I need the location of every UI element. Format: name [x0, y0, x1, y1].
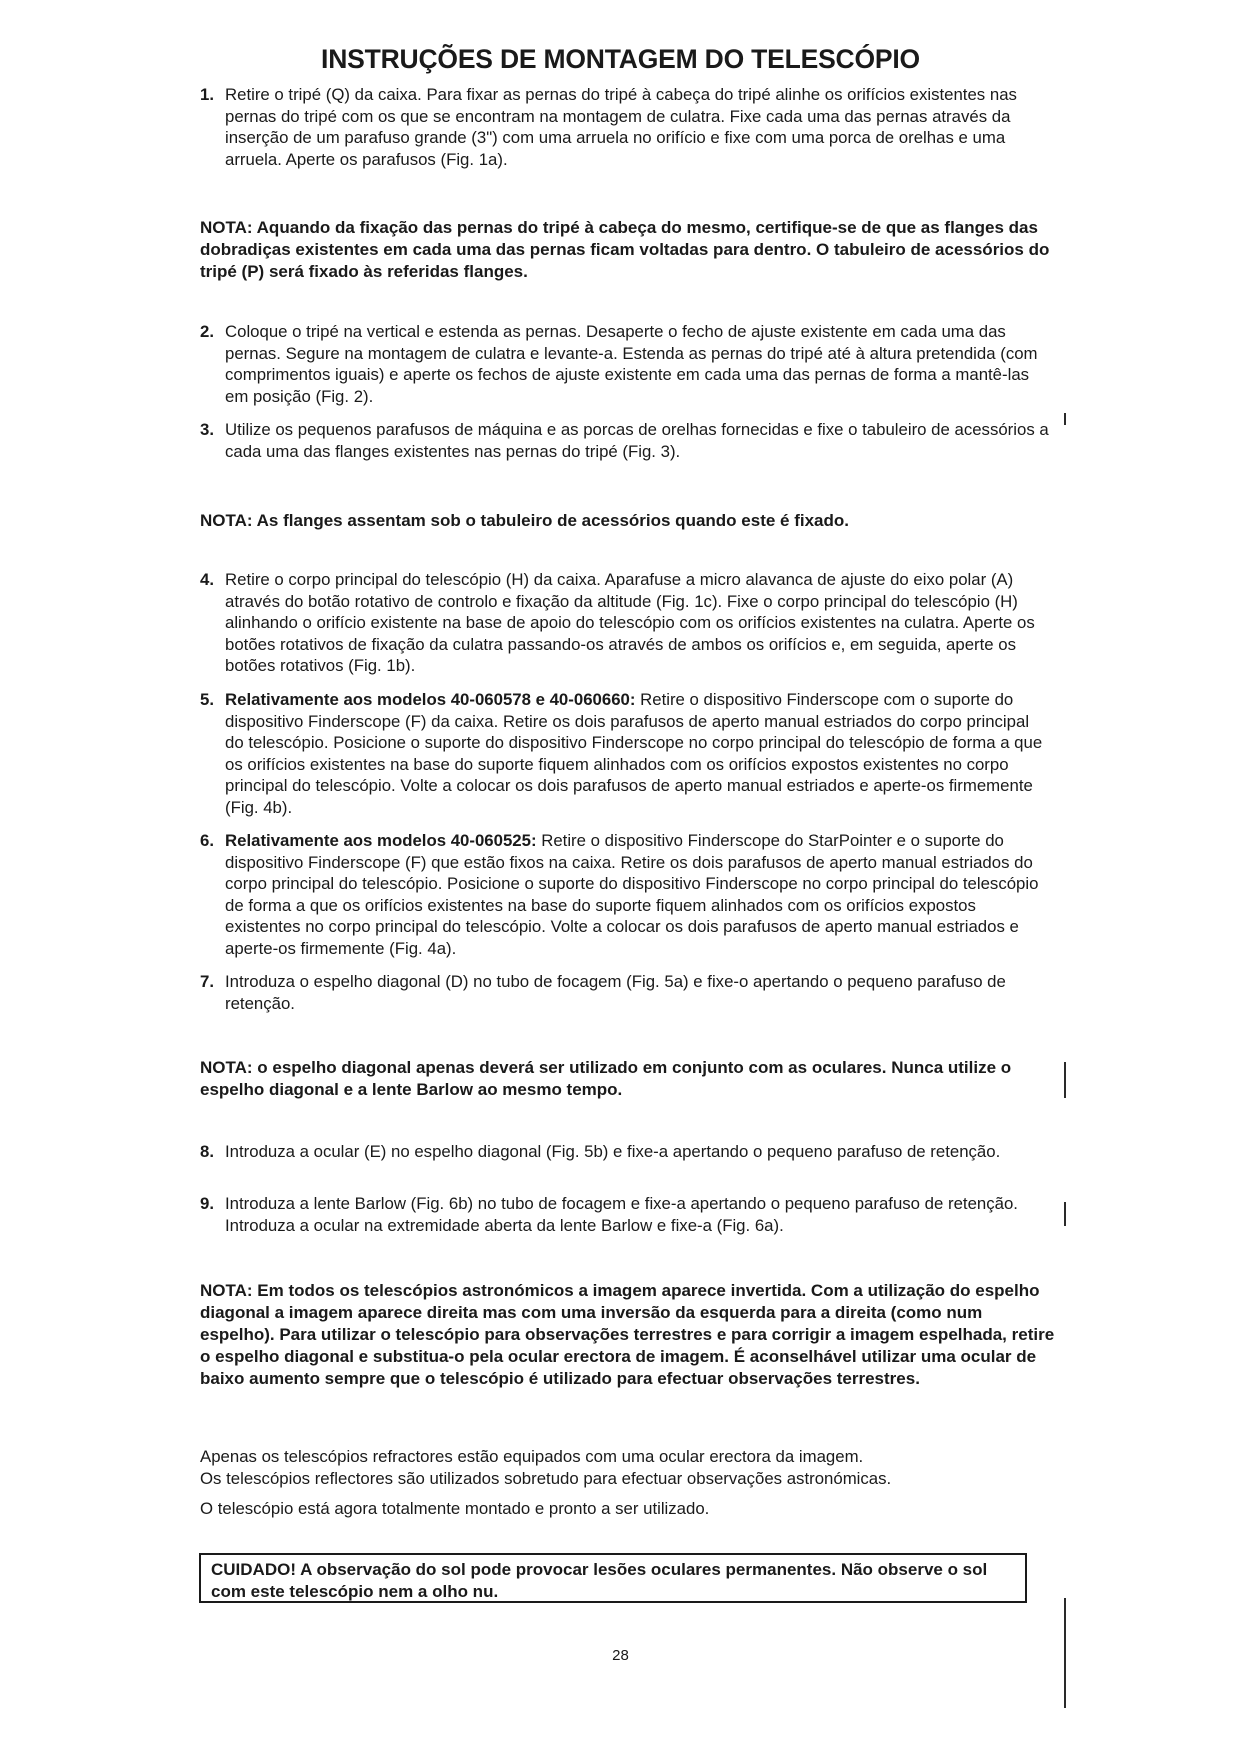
- scan-mark: [1064, 1598, 1066, 1708]
- step-7: [200, 971, 1050, 1014]
- step-number: 3.: [200, 420, 214, 439]
- warning-box: CUIDADO! A observação do sol pode provocar lesões oculares permanentes. Não observe o sol com este telescópio nem a olho nu.: [199, 1553, 1027, 1603]
- scan-mark: [1064, 413, 1066, 425]
- step-number: 8.: [200, 1142, 214, 1161]
- step-6: [200, 830, 1050, 960]
- step-lead: Relativamente aos modelos 40-060525:: [225, 831, 537, 850]
- step-lead: Relativamente aos modelos 40-060578 e 40-060660:: [225, 690, 636, 709]
- step-text: Introduza a lente Barlow (Fig. 6b) no tubo de focagem e fixe-a apertando o pequeno parafuso de retenção. Introduza a ocular na extremidade aberta da lente Barlow e fixe-a (Fig. 6a).: [225, 1194, 1018, 1235]
- step-number: 1.: [200, 85, 214, 104]
- step-text: Introduza a ocular (E) no espelho diagonal (Fig. 5b) e fixe-a apertando o pequeno parafuso de retenção.: [225, 1142, 1001, 1161]
- scan-mark: [1064, 1202, 1066, 1226]
- step-number: 4.: [200, 570, 214, 589]
- paragraph-reflectors: Os telescópios reflectores são utilizados sobretudo para efectuar observações astronómicas.: [200, 1469, 892, 1488]
- step-4: [200, 569, 1050, 677]
- step-number: 2.: [200, 322, 214, 341]
- step-3: [200, 419, 1050, 462]
- note-flanges-tray: NOTA: As flanges assentam sob o tabuleiro de acessórios quando este é fixado.: [200, 511, 849, 530]
- note-tripod-flanges: NOTA: Aquando da fixação das pernas do tripé à cabeça do mesmo, certifique-se de que as flanges das dobradiças existentes em cada uma das pernas ficam voltadas para dentro. O tabuleiro de acessórios do tripé (P) será fixado às referidas flanges.: [200, 218, 1050, 281]
- step-text: Introduza o espelho diagonal (D) no tubo de focagem (Fig. 5a) e fixe-o apertando o pequeno parafuso de retenção.: [225, 972, 1006, 1013]
- step-9: [200, 1193, 1050, 1236]
- step-2: [200, 321, 1050, 407]
- step-text: Retire o dispositivo Finderscope do StarPointer e o suporte do dispositivo Finderscope (F) que estão fixos na caixa. Retire os dois parafusos de aperto manual estriados do corpo principal do telescópio. Posicione o suporte do dispositivo Finderscope no corpo principal do telescópio de forma a que os orifícios existentes na base do suporte fiquem alinhados com os orifícios expostos existentes no corpo principal do telescópio. Volte a colocar os dois parafusos de aperto manual estriados e aperte-os firmemente (Fig. 4a).: [225, 831, 1039, 958]
- note-inverted-image: NOTA: Em todos os telescópios astronómicos a imagem aparece invertida. Com a utilização do espelho diagonal a imagem aparece direita mas com uma inversão da esquerda para a direita (como num espelho). Para utilizar o telescópio para observações terrestres e para corrigir a imagem espelhada, retire o espelho diagonal e substitua-o pela ocular erectora de imagem. É aconselhável utilizar uma ocular de baixo aumento sempre que o telescópio é utilizado para efectuar observações terrestres.: [200, 1281, 1055, 1388]
- note-diagonal-mirror: NOTA: o espelho diagonal apenas deverá ser utilizado em conjunto com as oculares. Nunca utilize o espelho diagonal e a lente Barlow ao mesmo tempo.: [200, 1058, 1012, 1099]
- step-number: 7.: [200, 972, 214, 991]
- step-text: Utilize os pequenos parafusos de máquina e as porcas de orelhas fornecidas e fixe o tabuleiro de acessórios a cada uma das flanges existentes nas pernas do tripé (Fig. 3).: [225, 420, 1049, 461]
- paragraph-assembled: O telescópio está agora totalmente montado e pronto a ser utilizado.: [200, 1499, 710, 1518]
- step-number: 6.: [200, 831, 214, 850]
- step-number: 9.: [200, 1194, 214, 1213]
- step-text: Retire o tripé (Q) da caixa. Para fixar as pernas do tripé à cabeça do tripé alinhe os orifícios existentes nas pernas do tripé com os que se encontram na montagem de culatra. Fixe cada uma das pernas através da inserção de um parafuso grande (3") com uma arruela no orifício e fixe com uma porca de orelhas e uma arruela. Aperte os parafusos (Fig. 1a).: [225, 85, 1017, 169]
- step-number: 5.: [200, 690, 214, 709]
- paragraph-refractors: Apenas os telescópios refractores estão equipados com uma ocular erectora da imagem.: [200, 1447, 864, 1466]
- step-8: [200, 1141, 1050, 1163]
- page-number: 28: [612, 1647, 629, 1664]
- page-title: INSTRUÇÕES DE MONTAGEM DO TELESCÓPIO: [321, 44, 920, 74]
- step-text: Retire o corpo principal do telescópio (H) da caixa. Aparafuse a micro alavanca de ajuste do eixo polar (A) através do botão rotativo de controlo e fixação da altitude (Fig. 1c). Fixe o corpo principal do telescópio (H) alinhando o orifício existente na base de apoio do telescópio com os orifícios existentes na culatra. Aperte os botões rotativos de fixação da culatra passando-os através de ambos os orifícios e, em seguida, aperte os botões rotativos (Fig. 1b).: [225, 570, 1035, 676]
- step-1: [200, 84, 1050, 170]
- step-5: [200, 689, 1050, 819]
- step-text: Retire o dispositivo Finderscope com o suporte do dispositivo Finderscope (F) da caixa. Retire os dois parafusos de aperto manual estriados do corpo principal do telescópio. Posicione o suporte do dispositivo Finderscope no corpo principal do telescópio de forma a que os orifícios existentes na base do suporte fiquem alinhados com os orifícios expostos existentes no corpo principal do telescópio. Volte a colocar os dois parafusos de aperto manual estriados e aperte-os firmemente (Fig. 4b).: [225, 690, 1043, 817]
- scan-mark: [1064, 1062, 1066, 1098]
- step-text: Coloque o tripé na vertical e estenda as pernas. Desaperte o fecho de ajuste existente em cada uma das pernas. Segure na montagem de culatra e levante-a. Estenda as pernas do tripé até à altura pretendida (com comprimentos iguais) e aperte os fechos de ajuste existente em cada uma das pernas de forma a mantê-las em posição (Fig. 2).: [225, 322, 1038, 406]
